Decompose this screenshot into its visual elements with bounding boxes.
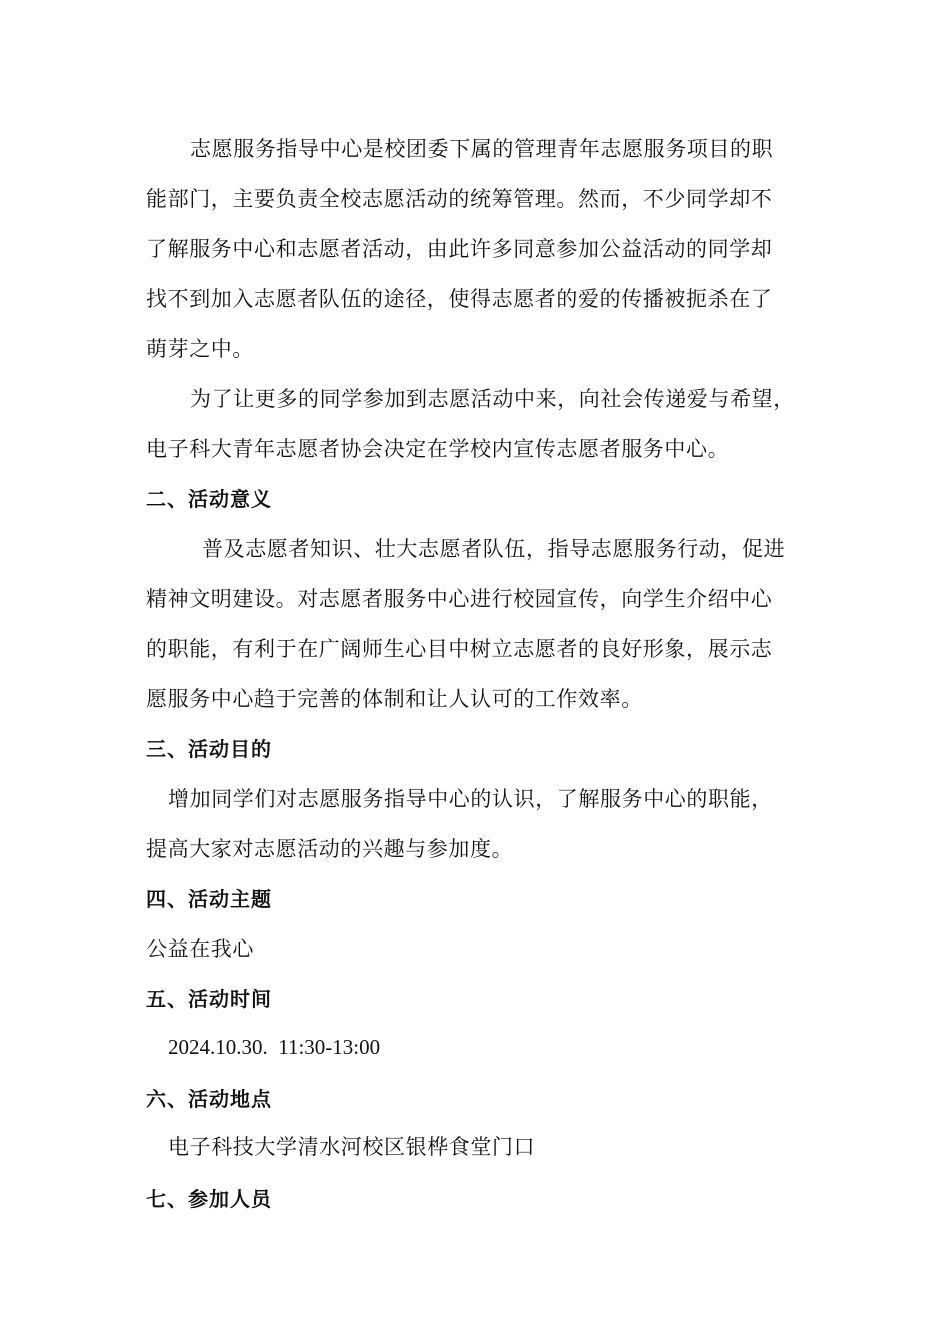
section-heading-participants: 七、参加人员 (146, 1187, 272, 1211)
intro-p2-line-2: 电子科大青年志愿者协会决定在学校内宣传志愿者服务中心。 (146, 437, 730, 461)
intro-p1-line-2: 能部门，主要负责全校志愿活动的统筹管理。然而，不少同学却不 (146, 187, 773, 211)
section-heading-time: 五、活动时间 (146, 987, 272, 1011)
location-paragraph (146, 1122, 806, 1172)
section-heading-purpose: 三、活动目的 (146, 737, 272, 761)
significance-line-3: 的职能，有利于在广阔师生心目中树立志愿者的良好形象，展示志 (146, 637, 773, 661)
section-heading-theme: 四、活动主题 (146, 887, 272, 911)
intro-p1-line-3: 了解服务中心和志愿者活动，由此许多同意参加公益活动的同学却 (146, 237, 773, 261)
intro-paragraph-2 (146, 374, 806, 474)
significance-paragraph (146, 524, 806, 724)
time-paragraph (146, 1022, 806, 1072)
purpose-paragraph (146, 774, 806, 874)
intro-paragraph-1 (146, 124, 806, 374)
location-text: 电子科技大学清水河校区银桦食堂门口 (168, 1135, 536, 1159)
section-heading-significance: 二、活动意义 (146, 487, 272, 511)
time-text: 2024.10.30. 11:30-13:00 (168, 1035, 381, 1059)
purpose-line-1: 增加同学们对志愿服务指导中心的认识，了解服务中心的职能， (168, 787, 773, 811)
intro-p2-line-1: 为了让更多的同学参加到志愿活动中来，向社会传递爱与希望， (190, 387, 795, 411)
theme-paragraph (146, 924, 806, 974)
section-heading-location: 六、活动地点 (146, 1087, 272, 1111)
theme-text: 公益在我心 (146, 937, 254, 961)
purpose-line-2: 提高大家对志愿活动的兴趣与参加度。 (146, 837, 514, 861)
significance-line-1: 普及志愿者知识、壮大志愿者队伍，指导志愿服务行动，促进 (202, 537, 786, 561)
intro-p1-line-5: 萌芽之中。 (146, 337, 254, 361)
significance-line-2: 精神文明建设。对志愿者服务中心进行校园宣传，向学生介绍中心 (146, 587, 773, 611)
intro-p1-line-1: 志愿服务指导中心是校团委下属的管理青年志愿服务项目的职 (190, 137, 774, 161)
significance-line-4: 愿服务中心趋于完善的体制和让人认可的工作效率。 (146, 687, 643, 711)
intro-p1-line-4: 找不到加入志愿者队伍的途径，使得志愿者的爱的传播被扼杀在了 (146, 287, 773, 311)
